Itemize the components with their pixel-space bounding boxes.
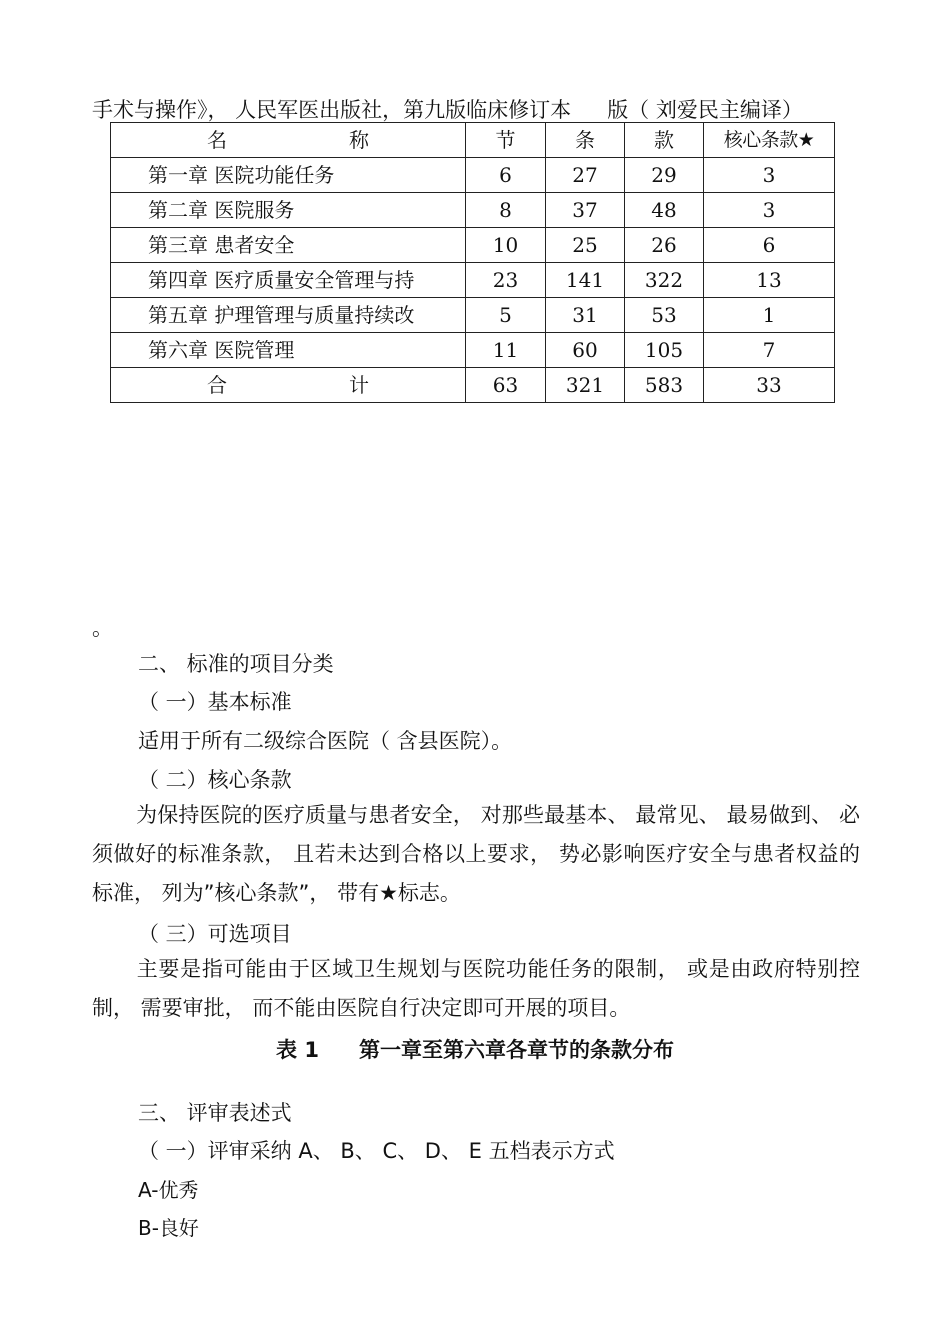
table-row — [111, 193, 835, 228]
row-name: 第三章 患者安全 — [111, 228, 466, 263]
row-jie: 23 — [466, 263, 546, 298]
row-tiao: 60 — [546, 333, 625, 368]
table-row — [111, 333, 835, 368]
row-kuan: 53 — [625, 298, 704, 333]
table-row — [111, 298, 835, 333]
row-tiao: 31 — [546, 298, 625, 333]
row-tiao: 25 — [546, 228, 625, 263]
row-core: 13 — [704, 263, 835, 298]
row-name: 第二章 医院服务 — [111, 193, 466, 228]
row-core: 7 — [704, 333, 835, 368]
header-kuan: 款 — [625, 123, 704, 158]
row-kuan: 48 — [625, 193, 704, 228]
row-core: 1 — [704, 298, 835, 333]
row-core: 6 — [704, 228, 835, 263]
section2-sub2-title: （ 二）核心条款 — [138, 768, 292, 792]
grade-b: B-良好 — [138, 1216, 199, 1240]
row-jie: 6 — [466, 158, 546, 193]
row-core: 3 — [704, 158, 835, 193]
section2-sub3-paragraph — [92, 950, 860, 1028]
row-tiao: 141 — [546, 263, 625, 298]
intro-text-b: 版（ 刘爱民主编译） — [607, 98, 803, 122]
intro-line — [92, 94, 803, 124]
row-name: 第六章 医院管理 — [111, 333, 466, 368]
section2-sub1-text: 适用于所有二级综合医院（ 含县医院）。 — [138, 729, 513, 753]
section2-sub3-text: 主要是指可能由于区域卫生规划与医院功能任务的限制， 或是由政府特别控制， 需要审批， 而不能由医院自行决定即可开展的项目。 — [92, 957, 860, 1020]
section2-sub3-title: （ 三）可选项目 — [138, 922, 292, 946]
row-jie: 10 — [466, 228, 546, 263]
total-jie: 63 — [466, 368, 546, 403]
row-tiao: 37 — [546, 193, 625, 228]
section2-sub2-text: 为保持医院的医疗质量与患者安全， 对那些最基本、 最常见、 最易做到、 必须做好的标准条款， 且若未达到合格以上要求， 势必影响医疗安全与患者权益的标准， 列为”核心条款”， 带有★标志。 — [92, 803, 860, 905]
row-name: 第一章 医院功能任务 — [111, 158, 466, 193]
caption-text: 第一章至第六章各章节的条款分布 — [358, 1038, 674, 1062]
table-row — [111, 228, 835, 263]
table-row — [111, 263, 835, 298]
row-kuan: 322 — [625, 263, 704, 298]
grade-a: A-优秀 — [138, 1178, 199, 1202]
row-jie: 8 — [466, 193, 546, 228]
section2-sub1-title: （ 一）基本标准 — [138, 690, 292, 714]
total-tiao: 321 — [546, 368, 625, 403]
header-jie: 节 — [466, 123, 546, 158]
row-kuan: 29 — [625, 158, 704, 193]
row-tiao: 27 — [546, 158, 625, 193]
row-kuan: 26 — [625, 228, 704, 263]
table-total-row — [111, 368, 835, 403]
table-header-row — [111, 123, 835, 158]
header-core: 核心条款★ — [704, 123, 835, 158]
row-name: 第四章 医疗质量安全管理与持 — [111, 263, 466, 298]
section3-sub1-title: （ 一）评审采纳 A、 B、 C、 D、 E 五档表示方式 — [138, 1139, 615, 1163]
row-kuan: 105 — [625, 333, 704, 368]
section2-sub2-paragraph — [92, 796, 860, 913]
row-name: 第五章 护理管理与质量持续改 — [111, 298, 466, 333]
row-jie: 5 — [466, 298, 546, 333]
caption-label: 表 1 — [276, 1038, 319, 1062]
total-core: 33 — [704, 368, 835, 403]
total-name: 合 计 — [111, 368, 466, 403]
chapter-stats-table — [110, 122, 835, 403]
section2-title: 二、 标准的项目分类 — [138, 652, 334, 676]
row-core: 3 — [704, 193, 835, 228]
header-tiao: 条 — [546, 123, 625, 158]
total-kuan: 583 — [625, 368, 704, 403]
row-jie: 11 — [466, 333, 546, 368]
header-name: 名 称 — [111, 123, 466, 158]
table-row — [111, 158, 835, 193]
section3-title: 三、 评审表述式 — [138, 1101, 292, 1125]
table-caption — [0, 1034, 950, 1064]
intro-text-a: 手术与操作》， 人民军医出版社，第九版临床修订本 — [92, 98, 572, 122]
stray-mark: 。 — [92, 616, 113, 640]
